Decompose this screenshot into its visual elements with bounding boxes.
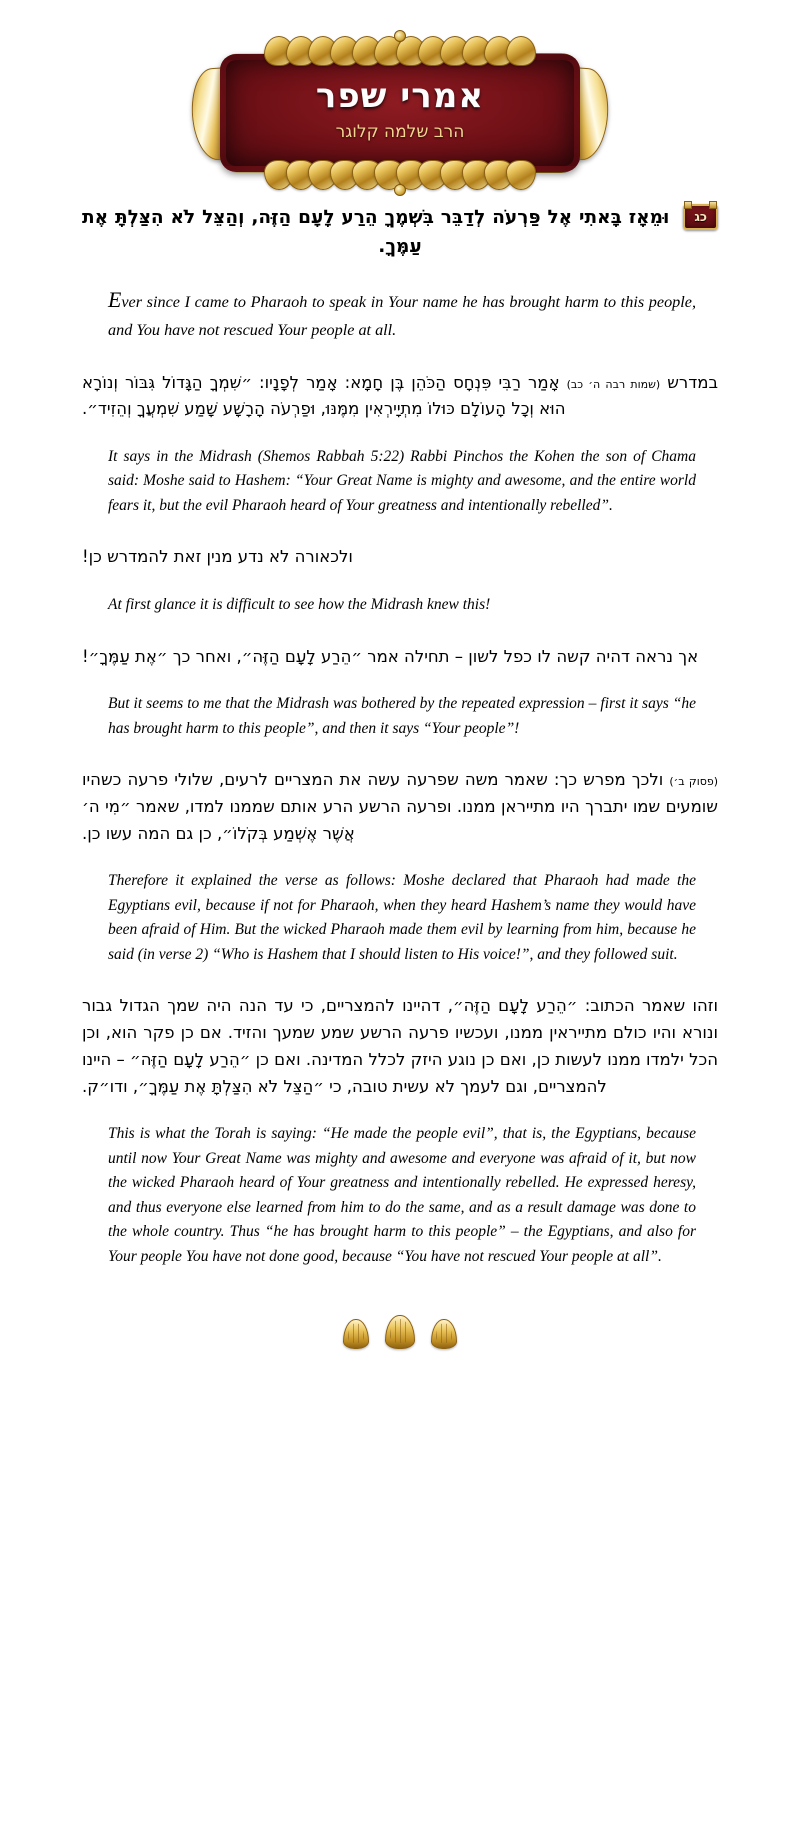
- answer1-hebrew: [82, 644, 718, 671]
- question-english: [82, 593, 718, 617]
- conclusion-english-text: This is what the Torah is saying: “He made the people evil”, that is, the Egyptians, because until now Your Great Name was mighty and awesome and everyone was afraid of it, but now the wicked Pharaoh heard of Your greatness and intentionally rebelled. He expressed heresy, and thus everyone else learned from him to do the same, and as a result damage was done to the whole country. Thus “he has brought harm to this people” – the Egyptians, and also for Your people You have not done good, because “You have not rescued Your people at all”.: [108, 1125, 696, 1265]
- verse-line-2: וְהַצֵּל לֹא הִצַּלְתָּ אֶת עַמֶּךָ.: [82, 207, 422, 257]
- conclusion-hebrew-text: וזהו שאמר הכתוב: ״הֵרַע לָעָם הַזֶּה״, דהיינו להמצריים, כי עד הנה היה שמך הגדול גבור ונורא והיו כולם מתייראין ממנו, ועכשיו פרעה הרשע שמע שמעך והזיד. אם כן פקר הוא, וכן הכל ילמדו ממנו לעשות כן, ואם כן נוגע היזק לכלל המדינה. ואם כן ״הֵרַע לָעָם הַזֶּה״ – היינו להמצריים, וגם לעמך לא עשית טובה, כי ״הַצֵּל לֹא הִצַּלְתָּ אֶת עַמֶּךָ״, ודו״ק.: [82, 996, 718, 1096]
- answer1-hebrew-text: אך נראה דהיה קשה לו כפל לשון – תחילה אמר ״הֵרַע לָעָם הַזֶּה״, ואחר כך ״אֶת עַמֶּךָ״!: [82, 646, 699, 666]
- banner-knob-top-icon: [394, 30, 406, 42]
- verse-translation: [82, 283, 718, 343]
- answer2-english-text: Therefore it explained the verse as follows: Moshe declared that Pharaoh had made the Egyptians evil, because if not for Pharaoh, when they heard Hashem’s name they would have been afraid of Him. But the wicked Pharaoh made them evil by learning from him, because he said (in verse 2) “Who is Hashem that I should listen to His voice!”, and they followed suit.: [108, 872, 696, 963]
- midrash-quote-hebrew: [82, 370, 718, 423]
- shell-icon: [385, 1315, 415, 1349]
- verse-translation-text: Ever since I came to Pharaoh to speak in Your name he has brought harm to this people, and You have not rescued Your people at all.: [108, 288, 696, 339]
- content-area: [0, 204, 800, 1269]
- question-english-text: At first glance it is difficult to see how the Midrash knew this!: [108, 596, 491, 614]
- answer2-hebrew-citation: (פסוק ב׳): [669, 775, 718, 789]
- banner-scroll: [220, 54, 580, 172]
- answer1-english: [82, 692, 718, 741]
- conclusion-english: [82, 1122, 718, 1269]
- midrash-quote-hebrew-citation: (שמות רבה ה׳ כב): [566, 377, 661, 391]
- answer2-hebrew-text: ולכך מפרש כך: שאמר משה שפרעה עשה את המצריים לרעים, שלולי פרעה כשהיו שומעים שמו יתברך היו מתייראן ממנו. ופרעה הרשע הרע אותם שממנו למדו, שאמר ״מִי ה׳ אֲשֶׁר אֶשְׁמַע בְּקֹלוֹ״, כן גם המה עשו כן.: [82, 770, 718, 843]
- sections-container: [82, 283, 718, 1269]
- midrash-quote-hebrew-text: אָמַר רַבִּי פִּנְחָס הַכֹּהֵן בֶּן חָמָא: אָמַר לְפָנָיו: ״שִׁמְךָ הַגָּדוֹל גִּבּוֹר וְנוֹרָא הוּא וְכָל הָעוֹלָם כּוּלוֹ מִתְיָירְאִין מִמֶּנּוּ, וּפַרְעֹה הָרָשָׁע שָׁמַע שִׁמְעֲךָ וְהֵזִיד״.: [82, 372, 566, 419]
- footer-ornament: [0, 1315, 800, 1349]
- midrash-quote-english-text: It says in the Midrash (Shemos Rabbah 5:22) Rabbi Pinchos the Kohen the son of Chama said: Moshe said to Hashem: “Your Great Name is mighty and awesome, and the entire world fears it, but the evil Pharaoh heard of Your greatness and intentionally rebelled”.: [108, 447, 696, 514]
- answer2-hebrew: [82, 767, 718, 847]
- banner-knob-bottom-icon: [394, 184, 406, 196]
- midrash-quote-english: [82, 445, 718, 518]
- book-author: הרב שלמה קלוגר: [335, 122, 465, 142]
- header-banner: [0, 0, 800, 190]
- conclusion-hebrew: [82, 993, 718, 1100]
- midrash-quote-hebrew-lead: במדרש: [660, 372, 718, 392]
- verse-number-badge: כג: [683, 204, 718, 230]
- answer2-english: [82, 869, 718, 967]
- shell-icon: [343, 1319, 369, 1349]
- shell-icon: [431, 1319, 457, 1349]
- question-hebrew: [82, 544, 718, 571]
- verse-line-1: וּמֵאָז בָּאתִי אֶל פַּרְעֹה לְדַבֵּר בִּשְׁמֶךָ הֵרַע לָעָם הַזֶּה,: [251, 207, 670, 228]
- question-hebrew-text: ולכאורה לא נדע מנין זאת להמדרש כן!: [82, 547, 353, 567]
- verse-heading: [82, 204, 718, 261]
- book-title: אמרי שפר: [315, 76, 485, 116]
- answer1-english-text: But it seems to me that the Midrash was bothered by the repeated expression – first it says “he has brought harm to this people”, and then it says “Your people”!: [108, 695, 696, 737]
